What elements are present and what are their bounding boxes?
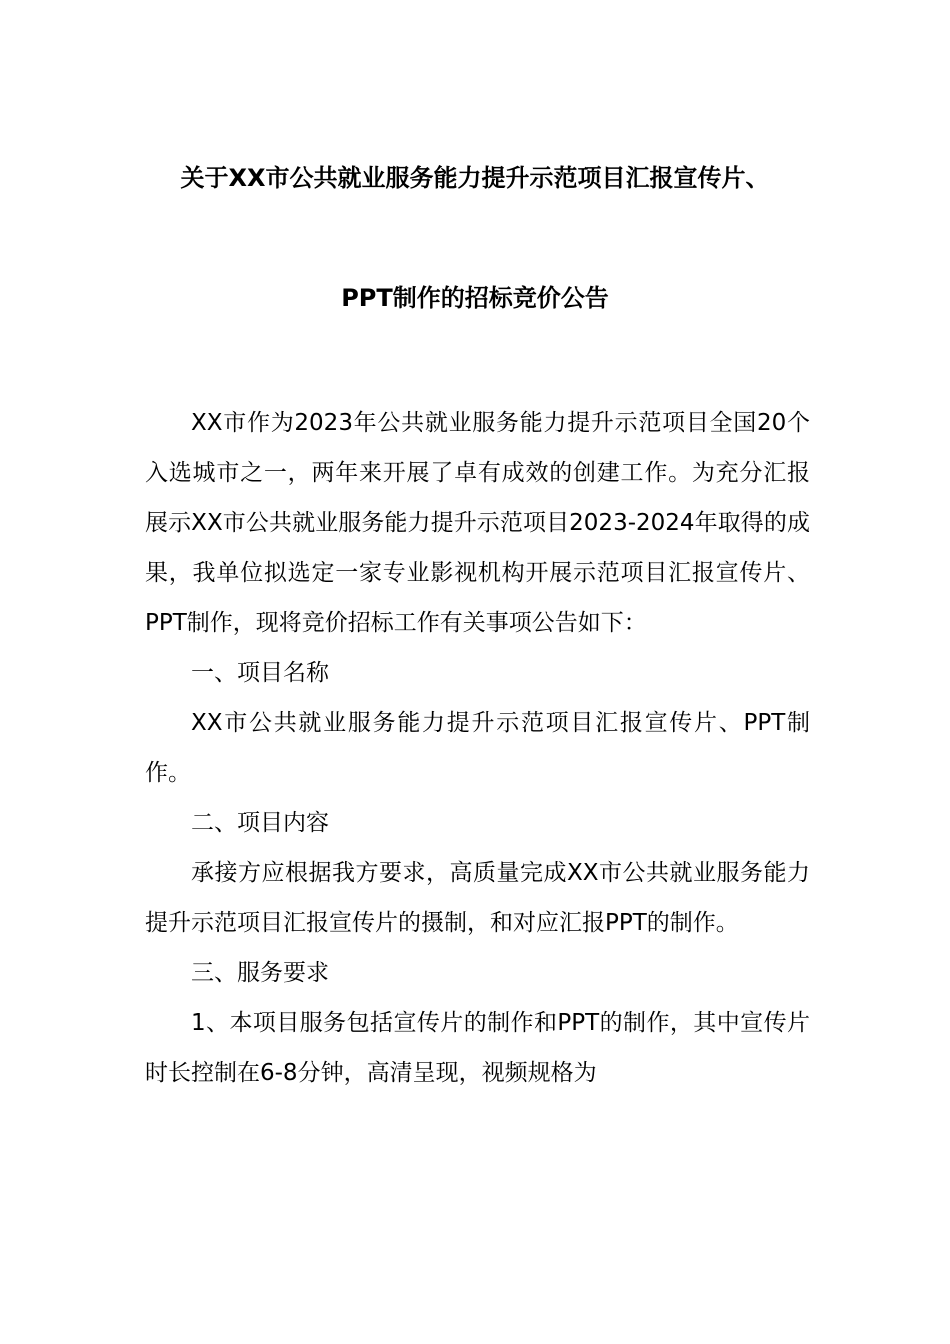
section-heading-service-requirements: 三、服务要求 [191, 960, 329, 986]
section-heading-project-name: 一、项目名称 [191, 660, 329, 686]
project-name-paragraph: XX市公共就业服务能力提升示范项目汇报宣传片、PPT制作。 [145, 710, 810, 786]
service-requirement-item-1: 1、本项目服务包括宣传片的制作和PPT的制作，其中宣传片时长控制在6-8分钟，高清呈现，视频规格为 [145, 1010, 810, 1086]
project-content-paragraph: 承接方应根据我方要求，高质量完成XX市公共就业服务能力提升示范项目汇报宣传片的摄制，和对应汇报PPT的制作。 [145, 860, 810, 936]
section-heading-project-content: 二、项目内容 [191, 810, 329, 836]
intro-paragraph: XX市作为2023年公共就业服务能力提升示范项目全国20个入选城市之一，两年来开展了卓有成效的创建工作。为充分汇报展示XX市公共就业服务能力提升示范项目2023-2024年取得的成果，我单位拟选定一家专业影视机构开展示范项目汇报宣传片、PPT制作，现将竞价招标工作有关事项公告如下： [145, 410, 810, 636]
document-title-line-1: 关于XX市公共就业服务能力提升示范项目汇报宣传片、 [180, 164, 770, 192]
document-body [145, 398, 810, 1098]
document-title-line-2: PPT制作的招标竞价公告 [341, 284, 609, 312]
